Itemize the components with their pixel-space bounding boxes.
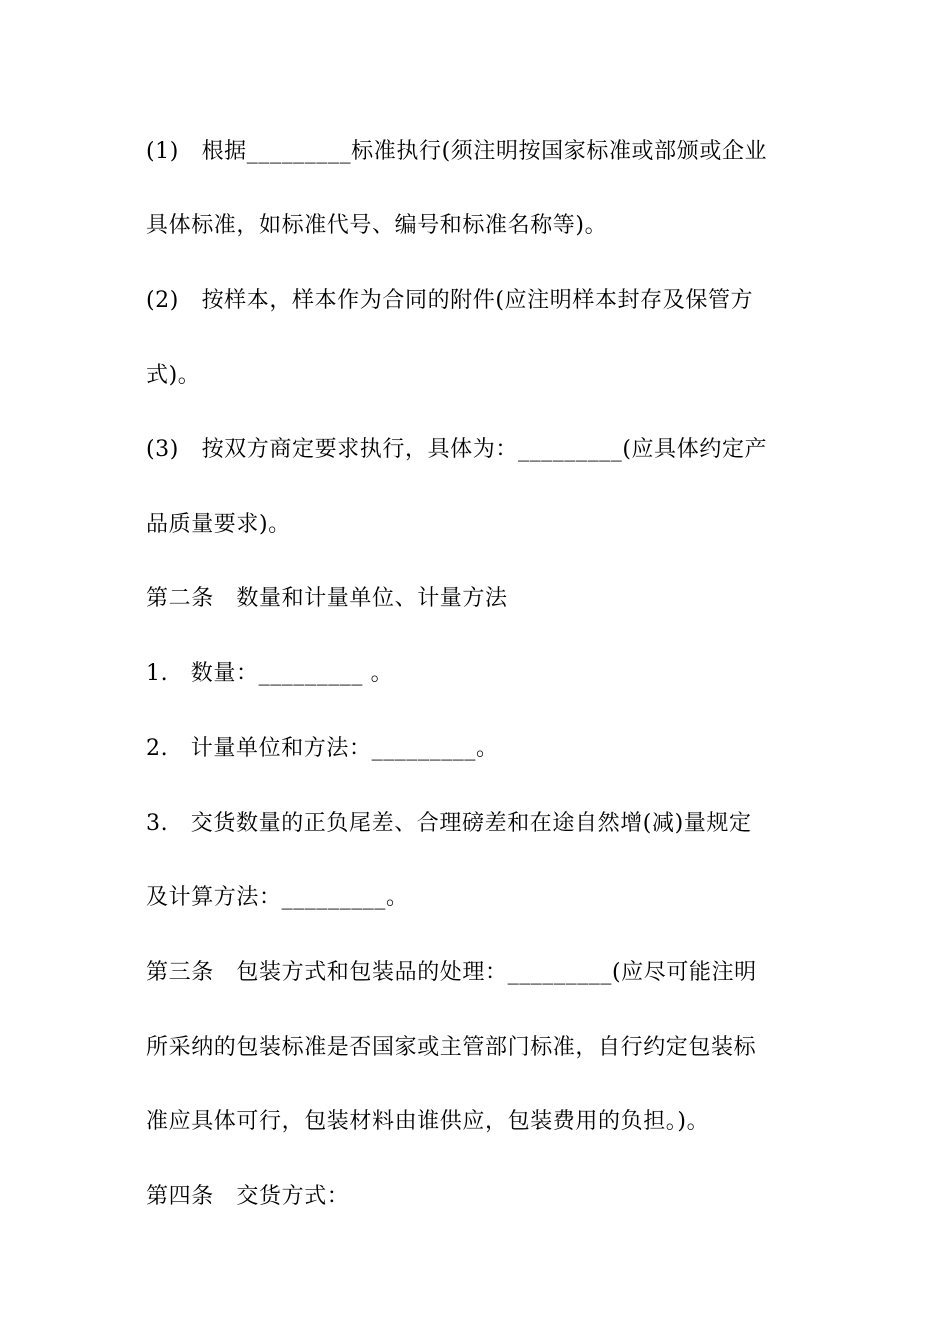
text-line: 准应具体可行，包装材料由谁供应，包装费用的负担。)。 <box>146 1109 710 1134</box>
text-line: 式)。 <box>146 363 201 388</box>
text-line: (1) 根据_________标准执行(须注明按国家标准或部颁或企业 <box>146 139 768 164</box>
section-heading: 第二条 数量和计量单位、计量方法 <box>146 586 508 611</box>
text-line: 具体标准，如标准代号、编号和标准名称等)。 <box>146 213 608 238</box>
text-line: (3) 按双方商定要求执行，具体为：_________(应具体约定产 <box>146 437 768 462</box>
section-heading: 第四条 交货方式： <box>146 1184 350 1209</box>
text-line: 品质量要求)。 <box>146 512 291 537</box>
text-line: 3. 交货数量的正负尾差、合理磅差和在途自然增(减)量规定 <box>146 811 752 836</box>
text-line: 及计算方法：_________。 <box>146 885 409 910</box>
section-heading: 第三条 包装方式和包装品的处理：_________(应尽可能注明 <box>146 960 757 985</box>
text-line: (2) 按样本，样本作为合同的附件(应注明样本封存及保管方 <box>146 288 754 313</box>
text-line: 1. 数量：_________ 。 <box>146 661 394 686</box>
text-line: 所采纳的包装标准是否国家或主管部门标准，自行约定包装标 <box>146 1035 757 1060</box>
text-line: 2. 计量单位和方法：_________。 <box>146 736 499 761</box>
